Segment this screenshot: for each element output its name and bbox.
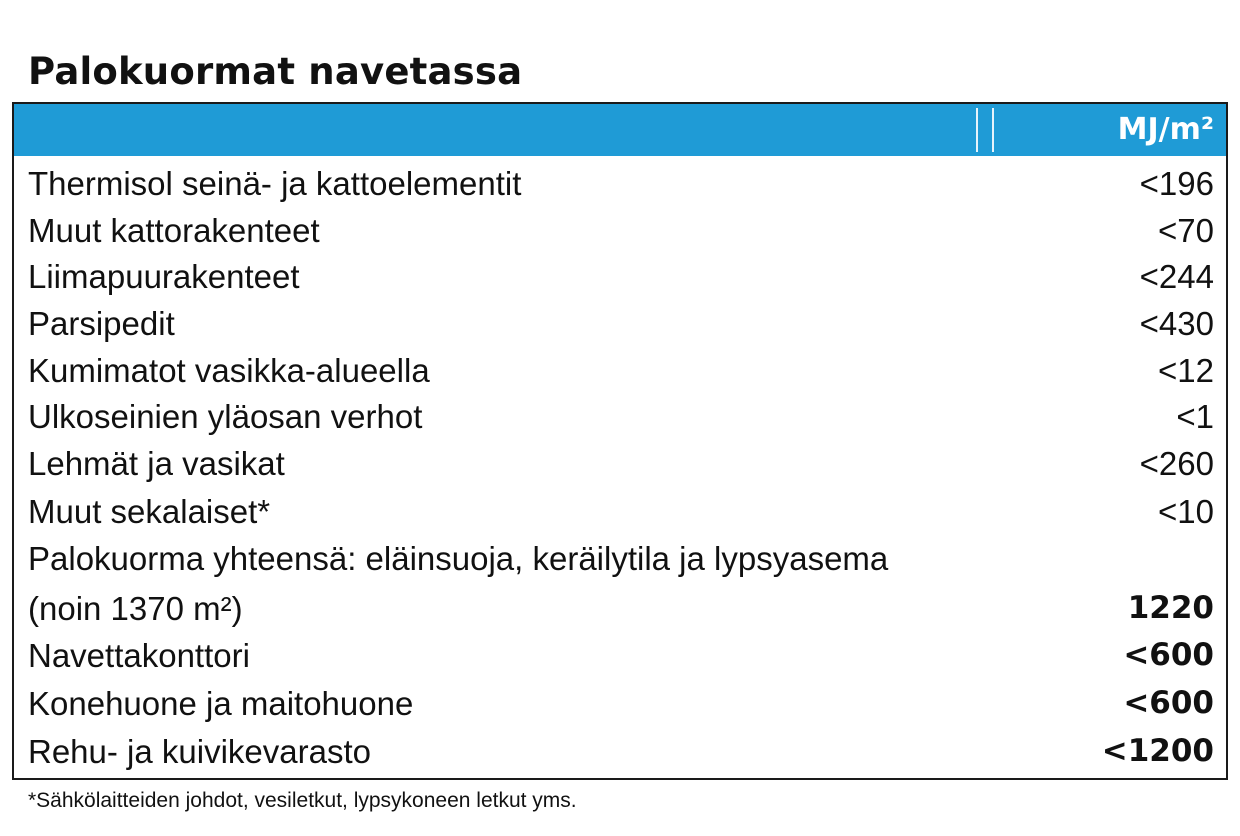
row-label: Kumimatot vasikka-alueella xyxy=(28,352,430,389)
row-value: <196 xyxy=(1139,165,1214,202)
table-row xyxy=(14,488,1226,535)
row-label: (noin 1370 m²) xyxy=(28,590,243,627)
row-label: Ulkoseinien yläosan verhot xyxy=(28,398,423,435)
header-divider xyxy=(976,108,978,152)
row-value: <1 xyxy=(1176,398,1214,435)
unit-header: MJ/m² xyxy=(1117,112,1214,147)
table-row xyxy=(14,393,1226,440)
row-value: <600 xyxy=(1123,685,1214,721)
row-label: Parsipedit xyxy=(28,305,175,342)
table-row xyxy=(14,440,1226,487)
table-row xyxy=(14,300,1226,347)
table-row xyxy=(14,253,1226,300)
row-value: <12 xyxy=(1158,352,1214,389)
row-label: Lehmät ja vasikat xyxy=(28,445,285,482)
row-label: Navettakonttori xyxy=(28,637,250,674)
table-row-total xyxy=(14,585,1226,632)
row-value: <10 xyxy=(1158,493,1214,530)
table-row xyxy=(14,207,1226,254)
table-row xyxy=(14,632,1226,679)
row-value: <600 xyxy=(1123,637,1214,673)
table-row-total-label xyxy=(14,535,1226,582)
table-row xyxy=(14,347,1226,394)
header-divider xyxy=(992,108,994,152)
footnote: *Sähkölaitteiden johdot, vesiletkut, lypsykoneen letkut yms. xyxy=(28,789,577,812)
table-header xyxy=(14,104,1226,156)
row-value: <430 xyxy=(1139,305,1214,342)
table-row xyxy=(14,728,1226,775)
table-row xyxy=(14,680,1226,727)
fire-load-table xyxy=(12,102,1228,780)
row-label: Thermisol seinä- ja kattoelementit xyxy=(28,165,522,202)
row-label: Liimapuurakenteet xyxy=(28,258,300,295)
table-row xyxy=(14,160,1226,207)
row-value: <1200 xyxy=(1101,733,1214,769)
row-label: Palokuorma yhteensä: eläinsuoja, keräilytila ja lypsyasema xyxy=(28,540,889,577)
row-value: 1220 xyxy=(1127,590,1214,626)
table-title: Palokuormat navetassa xyxy=(28,50,523,93)
row-label: Rehu- ja kuivikevarasto xyxy=(28,733,371,770)
row-label: Konehuone ja maitohuone xyxy=(28,685,414,722)
row-label: Muut sekalaiset* xyxy=(28,493,271,530)
row-value: <244 xyxy=(1139,258,1214,295)
row-label: Muut kattorakenteet xyxy=(28,212,320,249)
row-value: <70 xyxy=(1158,212,1214,249)
row-value: <260 xyxy=(1139,445,1214,482)
